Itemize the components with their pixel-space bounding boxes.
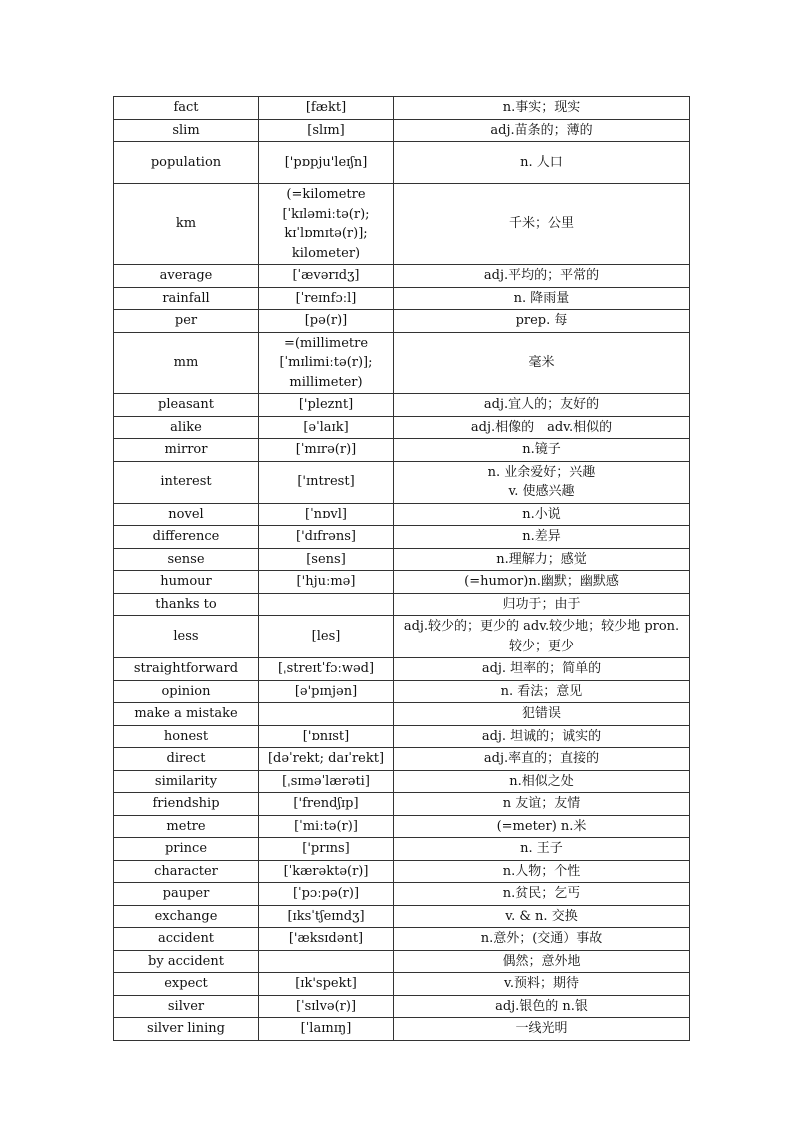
meaning-cell: adj.银色的 n.银 bbox=[394, 995, 690, 1018]
phonetic-cell: [əˈlaɪk] bbox=[259, 416, 394, 439]
phonetic-cell: ['frendʃɪp] bbox=[259, 793, 394, 816]
meaning-cell: n.差异 bbox=[394, 526, 690, 549]
phonetic-cell: [ˈsɪlvə(r)] bbox=[259, 995, 394, 1018]
meaning-cell: n.相似之处 bbox=[394, 770, 690, 793]
table-row bbox=[114, 883, 690, 906]
table-row bbox=[114, 97, 690, 120]
meaning-cell: v.预料；期待 bbox=[394, 973, 690, 996]
phonetic-line: kilometer) bbox=[291, 245, 361, 261]
word-cell: make a mistake bbox=[114, 703, 259, 726]
meaning-cell: adj. 坦诚的；诚实的 bbox=[394, 725, 690, 748]
meaning-cell: 毫米 bbox=[394, 332, 690, 394]
word-cell: slim bbox=[114, 119, 259, 142]
word-cell: prince bbox=[114, 838, 259, 861]
phonetic-cell bbox=[259, 332, 394, 394]
meaning-cell: adj.平均的；平常的 bbox=[394, 265, 690, 288]
table-row bbox=[114, 815, 690, 838]
word-cell: per bbox=[114, 310, 259, 333]
table-row bbox=[114, 184, 690, 265]
phonetic-cell: [ˈmɪrə(r)] bbox=[259, 439, 394, 462]
phonetic-cell: [ˈmiːtə(r)] bbox=[259, 815, 394, 838]
word-cell: interest bbox=[114, 461, 259, 503]
phonetic-cell: [ˈævərɪdʒ] bbox=[259, 265, 394, 288]
word-cell: fact bbox=[114, 97, 259, 120]
table-row bbox=[114, 439, 690, 462]
word-cell: opinion bbox=[114, 680, 259, 703]
word-cell: direct bbox=[114, 748, 259, 771]
phonetic-cell: [fækt] bbox=[259, 97, 394, 120]
meaning-cell: 一线光明 bbox=[394, 1018, 690, 1041]
table-row bbox=[114, 680, 690, 703]
phonetic-cell bbox=[259, 184, 394, 265]
phonetic-cell: [les] bbox=[259, 616, 394, 658]
meaning-cell bbox=[394, 461, 690, 503]
meaning-cell: n.人物；个性 bbox=[394, 860, 690, 883]
word-cell: straightforward bbox=[114, 658, 259, 681]
meaning-cell: adj.苗条的；薄的 bbox=[394, 119, 690, 142]
table-row bbox=[114, 995, 690, 1018]
table-row bbox=[114, 905, 690, 928]
phonetic-cell: ['dɪfrəns] bbox=[259, 526, 394, 549]
word-cell: silver lining bbox=[114, 1018, 259, 1041]
phonetic-cell: [ˈlaɪnɪŋ] bbox=[259, 1018, 394, 1041]
table-row bbox=[114, 548, 690, 571]
table-row bbox=[114, 950, 690, 973]
meaning-cell bbox=[394, 616, 690, 658]
phonetic-line: kɪˈlɒmɪtə(r)]; bbox=[284, 226, 368, 241]
table-row bbox=[114, 860, 690, 883]
table-row bbox=[114, 838, 690, 861]
meaning-cell: n.意外；(交通）事故 bbox=[394, 928, 690, 951]
table-row bbox=[114, 416, 690, 439]
table-row bbox=[114, 703, 690, 726]
word-cell: friendship bbox=[114, 793, 259, 816]
meaning-line: adj.较少的；更少的 adv.较少地；较少地 pron. bbox=[403, 619, 680, 634]
vocabulary-table bbox=[113, 96, 690, 1041]
table-row bbox=[114, 287, 690, 310]
table-row bbox=[114, 725, 690, 748]
phonetic-line: (=kilometre bbox=[286, 187, 366, 202]
phonetic-line: millimeter) bbox=[289, 374, 363, 390]
table-row bbox=[114, 310, 690, 333]
word-cell: average bbox=[114, 265, 259, 288]
phonetic-cell: [dəˈrekt; daɪˈrekt] bbox=[259, 748, 394, 771]
meaning-cell: n. 王子 bbox=[394, 838, 690, 861]
meaning-cell: adj.宜人的；友好的 bbox=[394, 394, 690, 417]
word-cell: sense bbox=[114, 548, 259, 571]
meaning-cell: (=humor)n.幽默；幽默感 bbox=[394, 571, 690, 594]
word-cell: expect bbox=[114, 973, 259, 996]
meaning-line: n. 业余爱好；兴趣 bbox=[487, 464, 596, 480]
meaning-cell: adj.相像的 adv.相似的 bbox=[394, 416, 690, 439]
word-cell: pauper bbox=[114, 883, 259, 906]
table-row bbox=[114, 571, 690, 594]
phonetic-cell: [ɪksˈtʃeɪndʒ] bbox=[259, 905, 394, 928]
phonetic-cell bbox=[259, 950, 394, 973]
phonetic-cell: [ˌsɪməˈlærəti] bbox=[259, 770, 394, 793]
word-cell: novel bbox=[114, 503, 259, 526]
table-row bbox=[114, 503, 690, 526]
meaning-cell: adj. 坦率的；简单的 bbox=[394, 658, 690, 681]
meaning-line: v. 使感兴趣 bbox=[508, 484, 575, 499]
meaning-cell: 千米；公里 bbox=[394, 184, 690, 265]
table-row bbox=[114, 973, 690, 996]
word-cell: rainfall bbox=[114, 287, 259, 310]
word-cell: mm bbox=[114, 332, 259, 394]
meaning-cell: (=meter) n.米 bbox=[394, 815, 690, 838]
phonetic-line: [ˈkɪləmiːtə(r); bbox=[282, 206, 370, 222]
meaning-cell: n. 降雨量 bbox=[394, 287, 690, 310]
table-row bbox=[114, 461, 690, 503]
meaning-cell: n.贫民；乞丐 bbox=[394, 883, 690, 906]
meaning-line: 较少；更少 bbox=[508, 638, 574, 654]
meaning-cell: v. & n. 交换 bbox=[394, 905, 690, 928]
phonetic-cell: [ˌstreɪtˈfɔːwəd] bbox=[259, 658, 394, 681]
meaning-cell: 犯错误 bbox=[394, 703, 690, 726]
meaning-cell: 归功于；由于 bbox=[394, 593, 690, 616]
table-row bbox=[114, 593, 690, 616]
phonetic-cell: [ˈpɔːpə(r)] bbox=[259, 883, 394, 906]
word-cell: metre bbox=[114, 815, 259, 838]
table-row bbox=[114, 265, 690, 288]
meaning-cell: n. 人口 bbox=[394, 142, 690, 184]
word-cell: humour bbox=[114, 571, 259, 594]
phonetic-cell: ['hjuːmə] bbox=[259, 571, 394, 594]
meaning-cell: n.镜子 bbox=[394, 439, 690, 462]
table-row bbox=[114, 928, 690, 951]
vocabulary-table-body bbox=[114, 97, 690, 1041]
meaning-cell: n 友谊；友情 bbox=[394, 793, 690, 816]
word-cell: character bbox=[114, 860, 259, 883]
phonetic-cell: ['prɪns] bbox=[259, 838, 394, 861]
word-cell: difference bbox=[114, 526, 259, 549]
word-cell: thanks to bbox=[114, 593, 259, 616]
meaning-cell: n. 看法；意见 bbox=[394, 680, 690, 703]
phonetic-cell: ['ɪntrest] bbox=[259, 461, 394, 503]
phonetic-cell bbox=[259, 703, 394, 726]
phonetic-cell: [sens] bbox=[259, 548, 394, 571]
phonetic-line: [ˈmɪlimiːtə(r)]; bbox=[279, 355, 373, 370]
phonetic-cell: [slɪm] bbox=[259, 119, 394, 142]
word-cell: similarity bbox=[114, 770, 259, 793]
table-row bbox=[114, 526, 690, 549]
word-cell: population bbox=[114, 142, 259, 184]
word-cell: mirror bbox=[114, 439, 259, 462]
table-row bbox=[114, 394, 690, 417]
table-row bbox=[114, 748, 690, 771]
word-cell: honest bbox=[114, 725, 259, 748]
table-row bbox=[114, 770, 690, 793]
table-row bbox=[114, 793, 690, 816]
table-row bbox=[114, 616, 690, 658]
meaning-cell: 偶然；意外地 bbox=[394, 950, 690, 973]
phonetic-cell: [pə(r)] bbox=[259, 310, 394, 333]
word-cell: pleasant bbox=[114, 394, 259, 417]
phonetic-cell: ['pɒpju'leɪʃn] bbox=[259, 142, 394, 184]
meaning-cell: n.理解力；感觉 bbox=[394, 548, 690, 571]
table-row bbox=[114, 658, 690, 681]
meaning-cell: prep. 每 bbox=[394, 310, 690, 333]
word-cell: km bbox=[114, 184, 259, 265]
phonetic-cell: ['ɒnɪst] bbox=[259, 725, 394, 748]
word-cell: less bbox=[114, 616, 259, 658]
word-cell: silver bbox=[114, 995, 259, 1018]
word-cell: accident bbox=[114, 928, 259, 951]
word-cell: alike bbox=[114, 416, 259, 439]
phonetic-cell: ['pleznt] bbox=[259, 394, 394, 417]
table-row bbox=[114, 142, 690, 184]
phonetic-cell: [ˈkærəktə(r)] bbox=[259, 860, 394, 883]
phonetic-cell: [ɪk'spekt] bbox=[259, 973, 394, 996]
phonetic-line: =(millimetre bbox=[283, 335, 369, 351]
meaning-cell: n.事实；现实 bbox=[394, 97, 690, 120]
word-cell: by accident bbox=[114, 950, 259, 973]
meaning-cell: adj.率直的；直接的 bbox=[394, 748, 690, 771]
phonetic-cell: [ə'pɪnjən] bbox=[259, 680, 394, 703]
meaning-cell: n.小说 bbox=[394, 503, 690, 526]
phonetic-cell: ['æksɪdənt] bbox=[259, 928, 394, 951]
phonetic-cell: [ˈnɒvl] bbox=[259, 503, 394, 526]
word-cell: exchange bbox=[114, 905, 259, 928]
phonetic-cell bbox=[259, 593, 394, 616]
table-row bbox=[114, 119, 690, 142]
table-row bbox=[114, 332, 690, 394]
table-row bbox=[114, 1018, 690, 1041]
phonetic-cell: [ˈreɪnfɔːl] bbox=[259, 287, 394, 310]
